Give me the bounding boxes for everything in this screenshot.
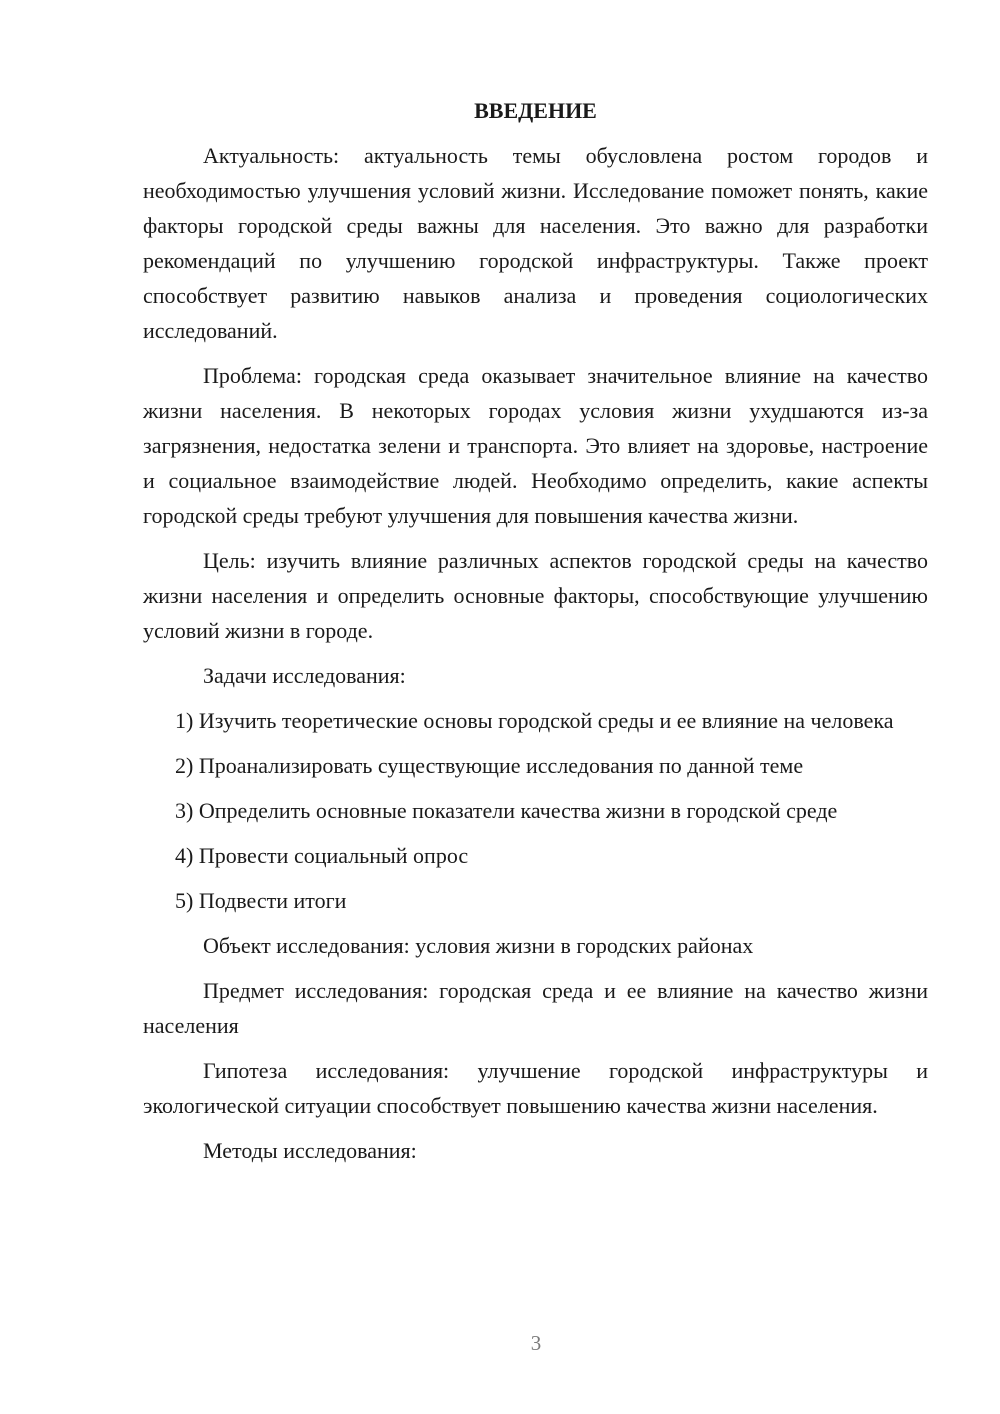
task-item: 3) Определить основные показатели качества жизни в городской среде: [175, 798, 838, 823]
methods-heading: Методы исследования:: [203, 1138, 417, 1163]
task-item: 2) Проанализировать существующие исследования по данной теме: [175, 753, 804, 778]
task-item: 4) Провести социальный опрос: [175, 843, 469, 868]
document-page: [143, 94, 928, 1178]
page-number: 3: [530, 1331, 542, 1355]
task-item: 5) Подвести итоги: [175, 888, 347, 913]
section-title: ВВЕДЕНИЕ: [474, 98, 597, 123]
problem-paragraph: Проблема: городская среда оказывает значительное влияние на качество жизни населения. В некоторых городах условия жизни ухудшаются из-за загрязнения, недостатка зелени и транспорта. Это влияет на здоровье, настроение и социальное взаимодействие людей. Необходимо определить, какие аспекты городской среды требуют улучшения для повышения качества жизни.: [143, 363, 928, 528]
subject-paragraph: Предмет исследования: городская среда и ее влияние на качество жизни населения: [143, 978, 928, 1038]
object-paragraph: Объект исследования: условия жизни в городских районах: [203, 933, 754, 958]
task-item: 1) Изучить теоретические основы городской среды и ее влияние на человека: [175, 708, 894, 733]
relevance-paragraph: Актуальность: актуальность темы обусловлена ростом городов и необходимостью улучшения условий жизни. Исследование поможет понять, какие факторы городской среды важны для населения. Это важно для разработки рекомендаций по улучшению городской инфраструктуры. Также проект способствует развитию навыков анализа и проведения социологических исследований.: [143, 143, 928, 343]
goal-paragraph: Цель: изучить влияние различных аспектов городской среды на качество жизни населения и определить основные факторы, способствующие улучшению условий жизни в городе.: [143, 548, 928, 643]
tasks-heading: Задачи исследования:: [203, 663, 406, 688]
hypothesis-paragraph: Гипотеза исследования: улучшение городской инфраструктуры и экологической ситуации способствует повышению качества жизни населения.: [143, 1058, 928, 1118]
